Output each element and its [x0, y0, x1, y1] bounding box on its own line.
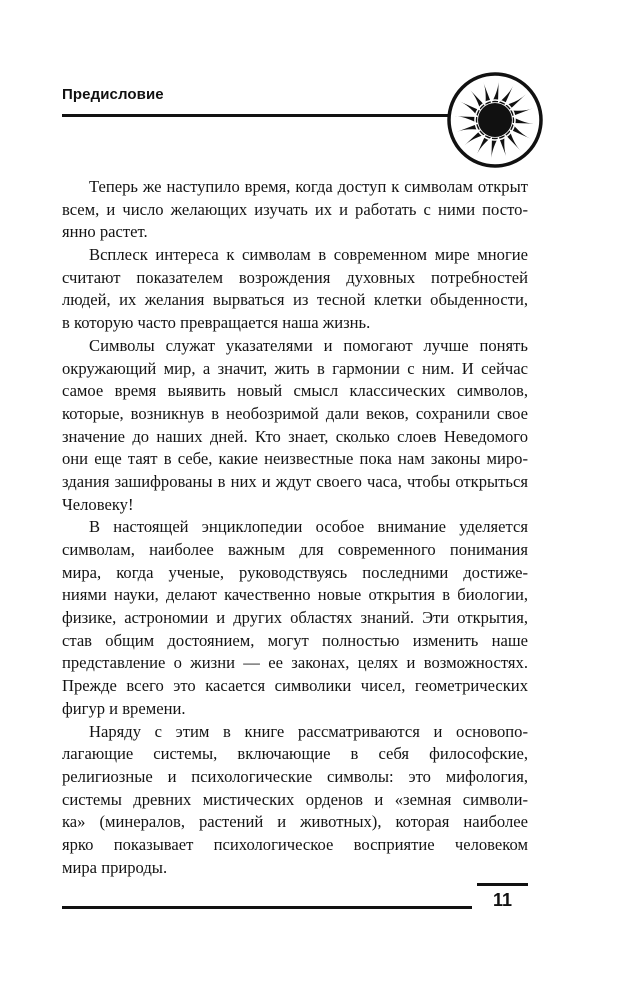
text-line: ниями науки, делают качественно новые открытия в биологии,	[62, 585, 528, 605]
text-line: они еще таят в себе, какие неизвестные пока нам законы миро-	[62, 449, 528, 469]
text-line: фигур и времени.	[62, 698, 186, 718]
text-line: янно растет.	[62, 222, 148, 242]
text-line: став общим достоянием, могут полностью изменить наше	[62, 630, 528, 650]
text-line: Теперь же наступило время, когда доступ к символам открыт	[89, 177, 528, 196]
text-line: Символы служат указателями и помогают лучше понять	[89, 335, 528, 355]
text-line: которые, возникнув в необозримой дали веков, сохранили свое	[62, 403, 528, 423]
paragraph	[62, 516, 528, 720]
text-line: ярко показывает психологическое восприятие человеком	[62, 834, 528, 854]
text-line: Всплеск интереса к символам в современном мире многие	[89, 245, 528, 265]
text-line: Человеку!	[62, 494, 134, 514]
text-line: ка» (минералов, растений и животных), которая наиболее	[62, 812, 528, 832]
text-line: всем, и число желающих изучать их и работать с ними посто-	[62, 199, 528, 219]
text-line: системы древних мистических орденов и «земная символи-	[62, 789, 528, 809]
text-line: самое время выявить новый смысл классических символов,	[62, 381, 528, 401]
text-line: окружающий мир, а значит, жить в гармонии с ним. И сейчас	[62, 358, 528, 378]
text-line: В настоящей энциклопедии особое внимание уделяется	[89, 517, 528, 537]
text-line: мира природы.	[62, 857, 168, 877]
text-line: лагающие системы, включающие в себя философские,	[62, 744, 528, 764]
page-number: 11	[492, 890, 513, 910]
text-line: физике, астрономии и других областях знаний. Эти открытия,	[62, 608, 528, 628]
text-line: Прежде всего это касается символики чисел, геометрических	[62, 676, 528, 696]
text-line: представление о жизни — ее законах, целях и возможностях.	[62, 653, 528, 673]
text-line: людей, их желания вырваться из тесной клетки обыденности,	[62, 290, 528, 310]
paragraph	[62, 335, 528, 517]
text-line: Наряду с этим в книге рассматриваются и основопо-	[89, 721, 528, 741]
body-text	[62, 176, 528, 879]
paragraph	[62, 721, 528, 880]
sun-icon	[447, 72, 543, 168]
text-line: религиозные и психологические символы: это мифология,	[62, 766, 528, 786]
text-line: здания зашифрованы в них и ждут своего часа, чтобы открыться	[62, 471, 528, 491]
running-header-title: Предисловие	[62, 86, 164, 103]
text-line: считают показателем возрождения духовных потребностей	[62, 267, 528, 287]
text-line: мира, когда ученые, руководствуясь последними достиже-	[62, 562, 528, 582]
footer-tab-rule	[477, 883, 528, 886]
header-rule	[62, 114, 462, 117]
paragraph	[62, 244, 528, 335]
text-line: в которую часто превращается наша жизнь.	[62, 313, 371, 333]
paragraph	[62, 176, 528, 244]
footer-rule	[62, 906, 472, 909]
text-line: значение до наших дней. Кто знает, сколько слоев Неведомого	[62, 426, 528, 446]
text-line: символам, наиболее важным для современного понимания	[62, 540, 528, 559]
